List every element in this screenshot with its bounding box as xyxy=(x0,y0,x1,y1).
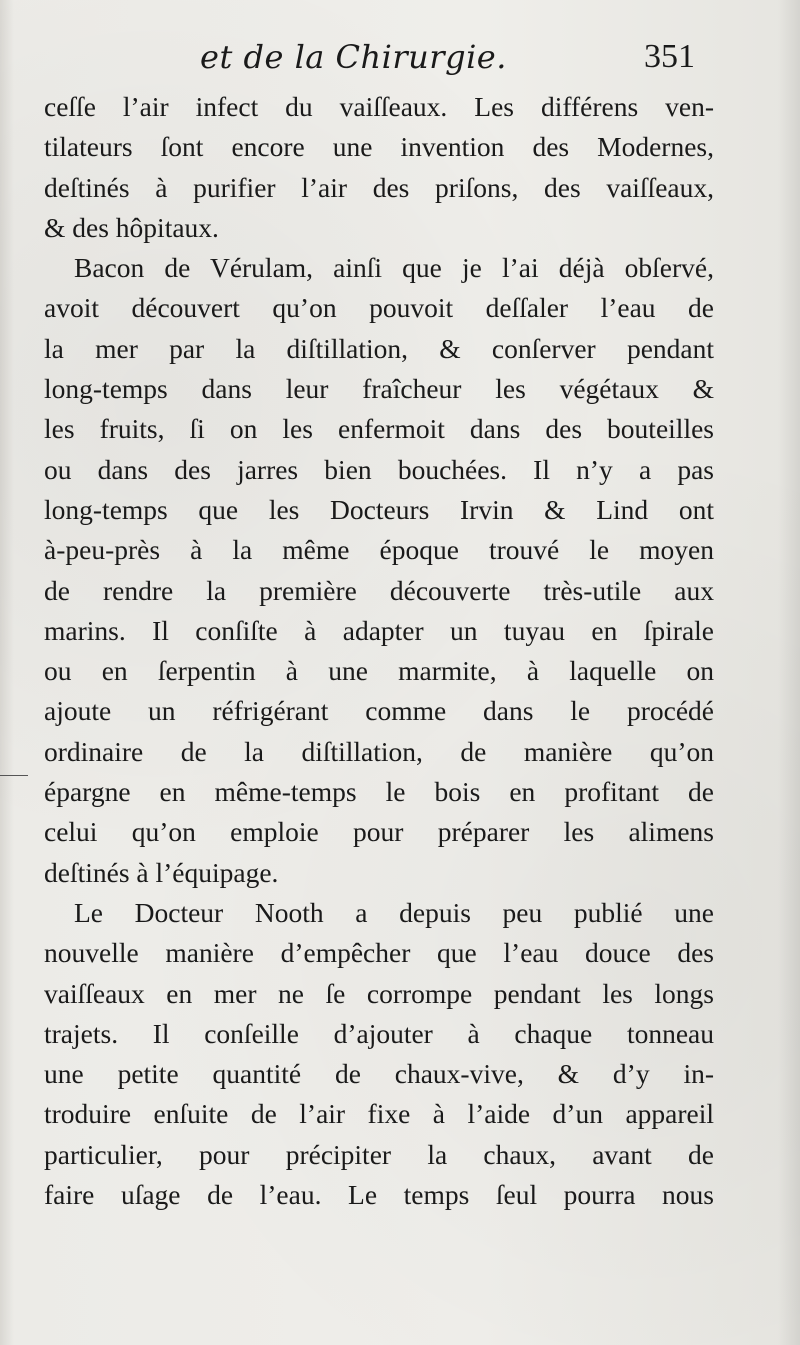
text-line: long-temps dans leur fraîcheur les végétaux & xyxy=(44,373,714,405)
text-line: celui qu’on emploie pour préparer les alimens xyxy=(44,816,714,848)
text-line: faire uſage de l’eau. Le temps ſeul pourra nous xyxy=(44,1179,714,1211)
text-line: épargne en même-temps le bois en profitant de xyxy=(44,776,714,808)
text-line: avoit découvert qu’on pouvoit deſſaler l’eau de xyxy=(44,292,714,324)
page-edge-shadow xyxy=(778,0,800,1345)
text-line: Bacon de Vérulam, ainſi que je l’ai déjà obſervé, xyxy=(74,252,714,284)
text-line: marins. Il conſiſte à adapter un tuyau en ſpirale xyxy=(44,614,714,646)
text-line: deſtinés à purifier l’air des priſons, des vaiſſeaux, xyxy=(44,171,714,203)
page-header xyxy=(0,38,800,88)
text-line: particulier, pour précipiter la chaux, avant de xyxy=(44,1138,714,1170)
text-line: ou en ſerpentin à une marmite, à laquelle on xyxy=(44,655,714,687)
text-line: & des hôpitaux. xyxy=(44,211,219,243)
margin-mark xyxy=(0,775,28,776)
page-number: 351 xyxy=(644,38,695,75)
text-line: long-temps que les Docteurs Irvin & Lind ont xyxy=(44,493,714,525)
text-line: tilateurs ſont encore une invention des Modernes, xyxy=(44,131,714,163)
text-line: vaiſſeaux en mer ne ſe corrompe pendant les longs xyxy=(44,977,714,1009)
text-line: de rendre la première découverte très-utile aux xyxy=(44,574,714,606)
text-line: trajets. Il conſeille d’ajouter à chaque tonneau xyxy=(44,1017,714,1049)
text-line: nouvelle manière d’empêcher que l’eau douce des xyxy=(44,937,714,969)
running-title: et de la Chirurgie. xyxy=(200,38,507,76)
text-line: deſtinés à l’équipage. xyxy=(44,856,279,888)
text-line: les fruits, ſi on les enfermoit dans des bouteilles xyxy=(44,413,714,445)
text-line: ceſſe l’air infect du vaiſſeaux. Les différens ven- xyxy=(44,91,714,122)
text-line: Le Docteur Nooth a depuis peu publié une xyxy=(74,896,714,928)
body-text xyxy=(44,87,714,1215)
text-line: ordinaire de la diſtillation, de manière qu’on xyxy=(44,735,714,767)
text-line: ajoute un réfrigérant comme dans le procédé xyxy=(44,695,714,727)
text-line: une petite quantité de chaux-vive, & d’y in- xyxy=(44,1058,714,1090)
text-line: ou dans des jarres bien bouchées. Il n’y a pas xyxy=(44,453,714,485)
text-line: la mer par la diſtillation, & conſerver pendant xyxy=(44,332,714,364)
text-line: troduire enſuite de l’air fixe à l’aide d’un appareil xyxy=(44,1098,714,1130)
text-line: à-peu-près à la même époque trouvé le moyen xyxy=(44,534,714,566)
